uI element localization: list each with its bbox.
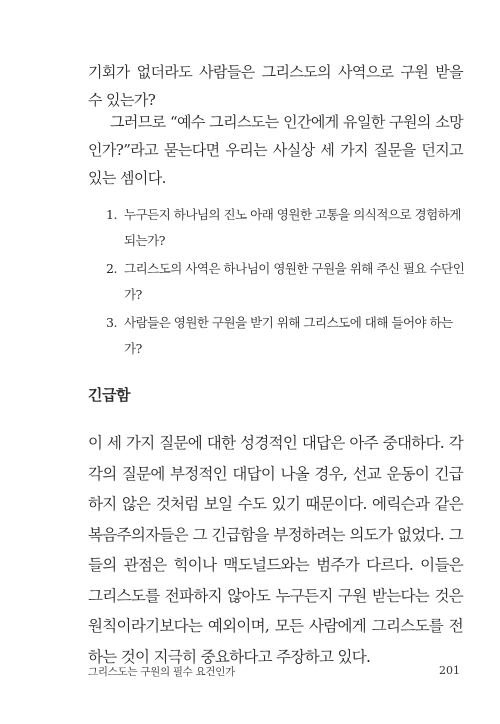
running-title: 그리스도는 구원의 필수 요건인가 bbox=[88, 666, 235, 678]
page-number: 201 bbox=[439, 664, 460, 677]
list-item-text: 사람들은 영원한 구원을 받기 위해 그리스도에 대해 들어야 하는가? bbox=[124, 315, 453, 356]
list-item-number: 2. bbox=[106, 261, 117, 276]
section-body: 이 세 가지 질문에 대한 성경적인 대답은 아주 중대하다. 각각의 질문에 부정적인 대답이 나올 경우, 선교 운동이 긴급하지 않은 것처럼 보일 수도 있기 때문이다. 에릭슨과 같은 복음주의자들은 그 긴급함을 부정하려는 의도가 없었다. 그들의 관점은 힉이나 맥도널드와는 범주가 다르다. 이들은 그리스도를 전파하지 않아도 누구든지 구원 받는다는 것은 원칙이라기보다는 예외이며, 모든 사람에게 그리스도를 전하는 것이 지극히 중요하다고 주장하고 있다. bbox=[88, 434, 463, 666]
list-item-number: 3. bbox=[106, 315, 117, 330]
list-item-number: 1. bbox=[106, 207, 117, 222]
section-heading: 긴급함 bbox=[88, 386, 130, 404]
list-item bbox=[106, 202, 466, 254]
list-item-text: 누구든지 하나님의 진노 아래 영원한 고통을 의식적으로 경험하게 되는가? bbox=[124, 207, 461, 248]
question-list bbox=[106, 202, 466, 364]
list-item bbox=[106, 256, 466, 308]
paragraph-intro-questions: 그러므로 “예수 그리스도는 인간에게 유일한 구원의 소망인가?”라고 묻는다면 우리는 사실상 세 가지 질문을 던지고 있는 셈이다. bbox=[88, 113, 463, 187]
paragraph-continued: 기회가 없더라도 사람들은 그리스도의 사역으로 구원 받을 수 있는가? bbox=[88, 63, 463, 109]
list-item-text: 그리스도의 사역은 하나님이 영원한 구원을 위해 주신 필요 수단인가? bbox=[124, 261, 465, 302]
list-item bbox=[106, 310, 466, 362]
